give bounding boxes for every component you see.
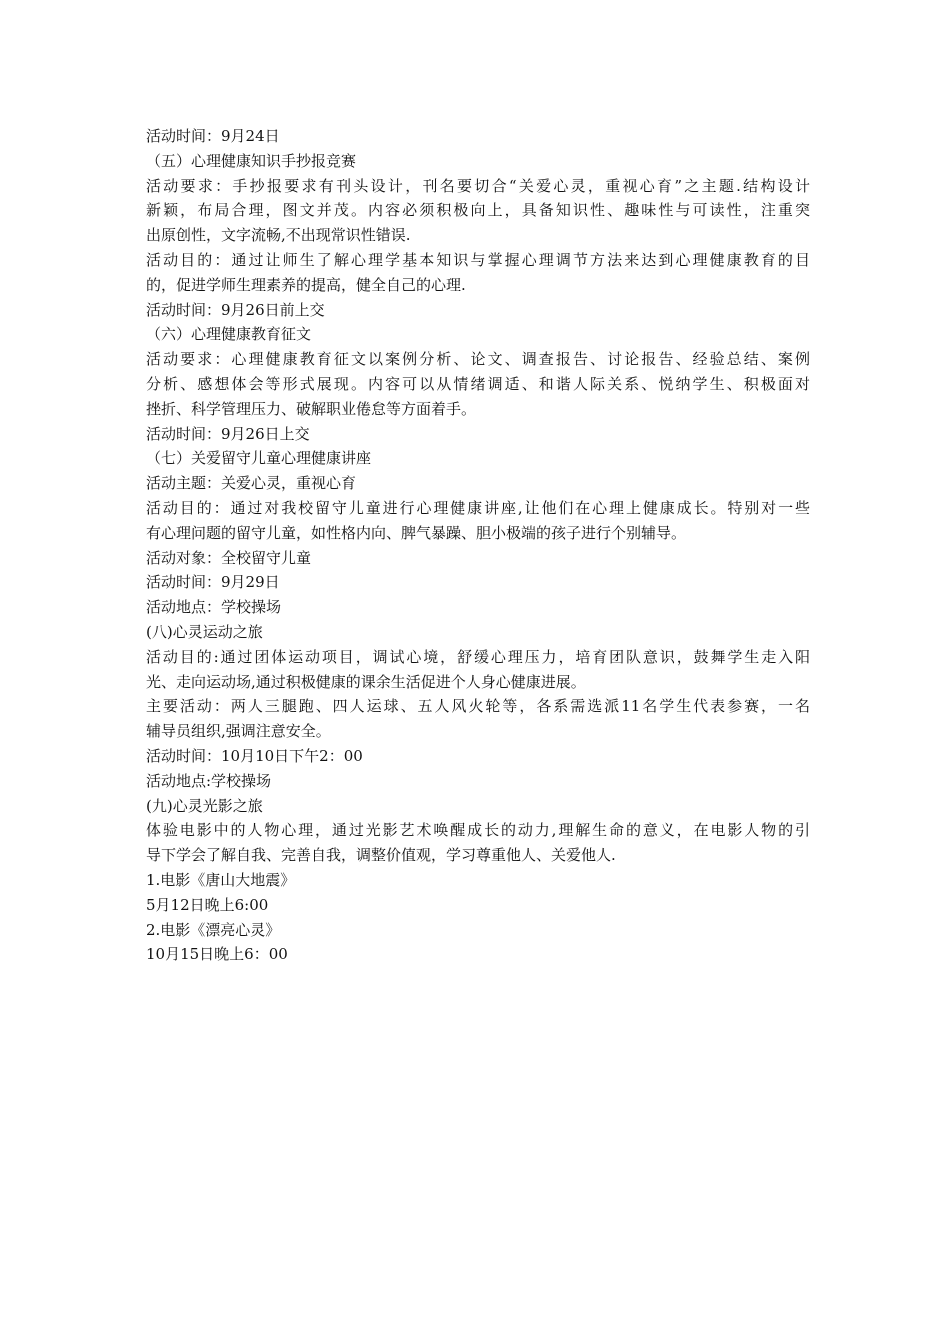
text-line: 光、走向运动场,通过积极健康的课余生活促进个人身心健康进展。 [146,672,586,691]
text-line: 活动地点：学校操场 [146,598,282,617]
text-line: 挫折、科学管理压力、破解职业倦怠等方面着手。 [146,399,477,418]
text-line: 活动要求：手抄报要求有刊头设计，刊名要切合“关爱心灵，重视心育”之主题.结构设计 [146,176,810,195]
text-line: 出原创性，文字流畅,不出现常识性错误. [146,226,411,245]
text-line: 2.电影《漂亮心灵》 [146,920,281,939]
text-line: 活动时间：9月29日 [146,573,280,592]
text-line: 活动地点:学校操场 [146,771,272,790]
document-page [146,124,810,967]
text-line: 辅导员组织,强调注意安全。 [146,722,331,741]
text-line: 有心理问题的留守儿童，如性格内向、脾气暴躁、胆小极端的孩子进行个别辅导。 [146,523,687,542]
text-line: 活动目的：通过让师生了解心理学基本知识与掌握心理调节方法来达到心理健康教育的目 [146,250,810,269]
text-line: (九)心灵光影之旅 [146,796,263,815]
text-line: 的，促进学师生理素养的提高，健全自己的心理. [146,275,466,294]
text-line: 活动目的：通过对我校留守儿童进行心理健康讲座,让他们在心理上健康成长。特别对一些 [146,498,810,517]
text-line: 5月12日晚上6:00 [146,895,269,914]
text-line: 主要活动：两人三腿跑、四人运球、五人风火轮等，各系需选派11名学生代表参赛，一名 [146,697,810,716]
text-line: 活动时间：9月26日前上交 [146,300,325,319]
text-line: 新颖，布局合理，图文并茂。内容必须积极向上，具备知识性、趣味性与可读性，注重突 [146,201,810,220]
text-line: 活动要求：心理健康教育征文以案例分析、论文、调查报告、讨论报告、经验总结、案例 [146,350,810,369]
text-line: 体验电影中的人物心理，通过光影艺术唤醒成长的动力,理解生命的意义，在电影人物的引 [146,821,810,840]
text-line: 活动时间：9月24日 [146,127,280,145]
text-line: 分析、感想体会等形式展现。内容可以从情绪调适、和谐人际关系、悦纳学生、积极面对 [146,374,810,393]
text-line: 活动主题：关爱心灵，重视心育 [146,474,357,493]
text-line: （六）心理健康教育征文 [146,325,312,344]
text-line: 导下学会了解自我、完善自我，调整价值观，学习尊重他人、关爱他人. [146,846,616,865]
text-line: （五）心理健康知识手抄报竞赛 [146,151,357,170]
text-line: 1.电影《唐山大地震》 [146,870,296,889]
text-line: 活动对象：全校留守儿童 [146,548,312,567]
text-line: （七）关爱留守儿童心理健康讲座 [146,449,372,468]
text-line: 活动时间：9月26日上交 [146,424,310,443]
text-line: 活动目的:通过团体运动项目，调试心境，舒缓心理压力，培育团队意识，鼓舞学生走入阳 [146,647,810,666]
text-line: (八)心灵运动之旅 [146,622,263,641]
text-line: 10月15日晚上6：00 [146,945,288,964]
text-line: 活动时间：10月10日下午2：00 [146,746,363,765]
